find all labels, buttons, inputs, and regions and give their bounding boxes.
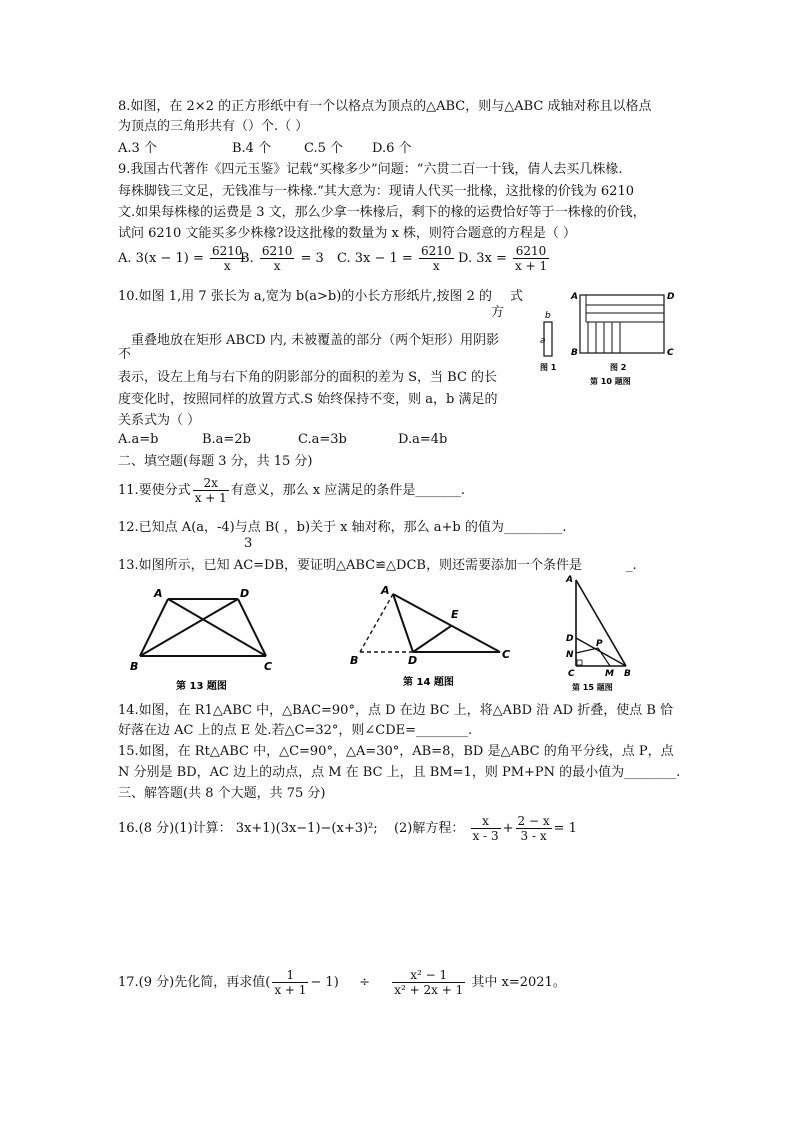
q12-sub: 3 bbox=[244, 536, 253, 551]
q10-line1: 10.如图 1,用 7 张长为 a,宽为 b(a>b)的小长方形纸片,按图 2 的 式 bbox=[118, 289, 524, 304]
fig15 bbox=[560, 572, 640, 697]
q10-line3: 表示，设左上角与右下角的阴影部分的面积的差为 S，当 BC 的长 bbox=[118, 370, 498, 385]
fig14-label-d: D bbox=[408, 654, 418, 667]
fig13-caption: 第 13 题图 bbox=[176, 681, 227, 692]
fig15-label-p: P bbox=[596, 639, 603, 649]
section-3-heading: 三、解答题(共 8 个大题，共 75 分) bbox=[118, 786, 326, 801]
q15-line2: N 分别是 BD，AC 边上的动点，点 M 在 BC 上，且 BM=1，则 PM+PN 的最小值为________. bbox=[118, 765, 681, 780]
q10-line1-sub: 方 bbox=[491, 305, 505, 320]
q9-option-c: C. 3x − 1 = $\frac{6210}{x}$ bbox=[337, 244, 452, 273]
fig13-label-a: A bbox=[154, 587, 163, 600]
q12: 12.已知点 A(a，-4)与点 B( ，b)关于 x 轴对称，那么 a+b 的值为_________. bbox=[118, 520, 567, 535]
q10-option-a: A.a=b bbox=[118, 432, 159, 447]
q10-line2-tail: 不 bbox=[118, 347, 132, 362]
fig14-label-b: B bbox=[350, 654, 359, 667]
fig15-label-c: C bbox=[568, 669, 575, 679]
q9-option-b: B. $\frac{6210}{x}$ = 3 bbox=[240, 244, 324, 273]
q16: 16.(8 分)(1)计算： 3x+1)(3x−1)−(x+3)²; (2)解方程： $\frac{x}{x - 3}$ + $\frac{2 - x}{3 - x}$ = 1 bbox=[118, 814, 577, 843]
q8-line1: 8.如图，在 2×2 的正方形纸中有一个以格点为顶点的△ABC，则与△ABC 成轴对称且以格点 bbox=[118, 99, 652, 114]
fig15-label-a: A bbox=[566, 575, 573, 585]
q14-line1: 14.如图，在 R1△ABC 中，△BAC=90°，点 D 在边 BC 上，将△ABD 沿 AD 折叠，使点 B 恰 bbox=[118, 703, 674, 718]
fig13-label-b: B bbox=[130, 660, 139, 673]
fig2-rect-abcd bbox=[580, 295, 664, 353]
section-2-heading: 二、填空题(每题 3 分，共 15 分) bbox=[118, 454, 313, 469]
fig2-label-d: D bbox=[667, 292, 675, 302]
fig14-label-e: E bbox=[451, 608, 459, 621]
fig2-caption: 图 2 bbox=[610, 363, 627, 372]
q8-option-c: C.5 个 bbox=[304, 141, 344, 156]
q10-option-b: B.a=2b bbox=[202, 432, 251, 447]
q10-line4: 度变化时，按照同样的放置方式.S 始终保持不变，则 a，b 满足的 bbox=[118, 392, 498, 407]
fig1-label-b: b bbox=[545, 311, 551, 321]
q10-figure bbox=[528, 285, 678, 390]
fig14-label-c: C bbox=[502, 648, 511, 661]
q10-option-c: C.a=3b bbox=[298, 432, 347, 447]
q9-line2: 每株脚钱三文足，无钱准与一株椽.“其大意为：现请人代买一批椽，这批椽的价钱为 6210 bbox=[118, 184, 634, 199]
q9-line1: 9.我国古代著作《四元玉鉴》记载“买椽多少”问题：“六贯二百一十钱，倩人去买几株椽. bbox=[118, 162, 623, 177]
q11: 11.要使分式 $\frac{2x}{x + 1}$ 有意义，那么 x 应满足的条件是_______. bbox=[118, 476, 466, 505]
fig14-caption: 第 14 题图 bbox=[403, 677, 454, 688]
q8-option-b: B.4 个 bbox=[232, 141, 272, 156]
q9-option-a: A. 3(x − 1) = $\frac{6210}{x}$ bbox=[118, 244, 243, 273]
q10-option-d: D.a=4b bbox=[398, 432, 448, 447]
fig15-caption: 第 15 题图 bbox=[572, 683, 613, 692]
q13: 13.如图所示，已知 AC=DB，要证明△ABC≌△DCB，则还需要添加一个条件是 _. bbox=[118, 558, 637, 573]
fig10-caption: 第 10 题图 bbox=[590, 377, 631, 386]
q10-line5: 关系式为（ ） bbox=[118, 413, 201, 428]
q8-option-d: D.6 个 bbox=[372, 141, 412, 156]
q8-line2: 为顶点的三角形共有（）个.（ ） bbox=[118, 119, 309, 134]
q14-line2: 好落在边 AC 上的点 E 处.若△C=32°，则∠CDE=________. bbox=[118, 723, 473, 738]
fig15-label-d: D bbox=[566, 634, 574, 644]
fig13-label-c: C bbox=[264, 660, 273, 673]
fig13-label-d: D bbox=[240, 587, 250, 600]
fig14 bbox=[345, 582, 520, 694]
q17: 17.(9 分)先化简，再求值( $\frac{1}{x + 1}$ − 1) ÷ $\frac{\text{x² − 1}}{\text{x² + 2x + 1}}$ 其中 x=2021。 bbox=[118, 968, 566, 997]
fig1-caption: 图 1 bbox=[540, 363, 557, 372]
fig13 bbox=[128, 582, 278, 694]
q8-option-a: A.3 个 bbox=[118, 141, 157, 156]
fig2-label-b: B bbox=[571, 348, 578, 358]
fig14-label-a: A bbox=[381, 584, 390, 597]
fig15-label-b: B bbox=[624, 669, 631, 679]
fig15-label-m: M bbox=[605, 669, 614, 679]
q15-line1: 15.如图，在 Rt△ABC 中，△C=90°，△A=30°，AB=8，BD 是△ABC 的角平分线，点 P，点 bbox=[118, 744, 674, 759]
fig2-label-c: C bbox=[667, 348, 674, 358]
q9-option-d: D. 3x = $\frac{6210}{x + 1}$ bbox=[458, 244, 548, 273]
q9-line4: 试问 6210 文能买多少株椽?设这批椽的数量为 x 株，则符合题意的方程是（ ） bbox=[118, 226, 577, 241]
q9-line3: 文.如果每株椽的运费是 3 文，那么少拿一株椽后，剩下的椽的运费恰好等于一株椽的价钱， bbox=[118, 205, 646, 220]
fig15-label-n: N bbox=[566, 650, 574, 660]
q10-line2: 重叠地放在矩形 ABCD 内, 未被覆盖的部分（两个矩形）用阴影 bbox=[131, 333, 500, 348]
fig1-label-a: a bbox=[540, 336, 546, 346]
fig2-label-a: A bbox=[571, 292, 578, 302]
